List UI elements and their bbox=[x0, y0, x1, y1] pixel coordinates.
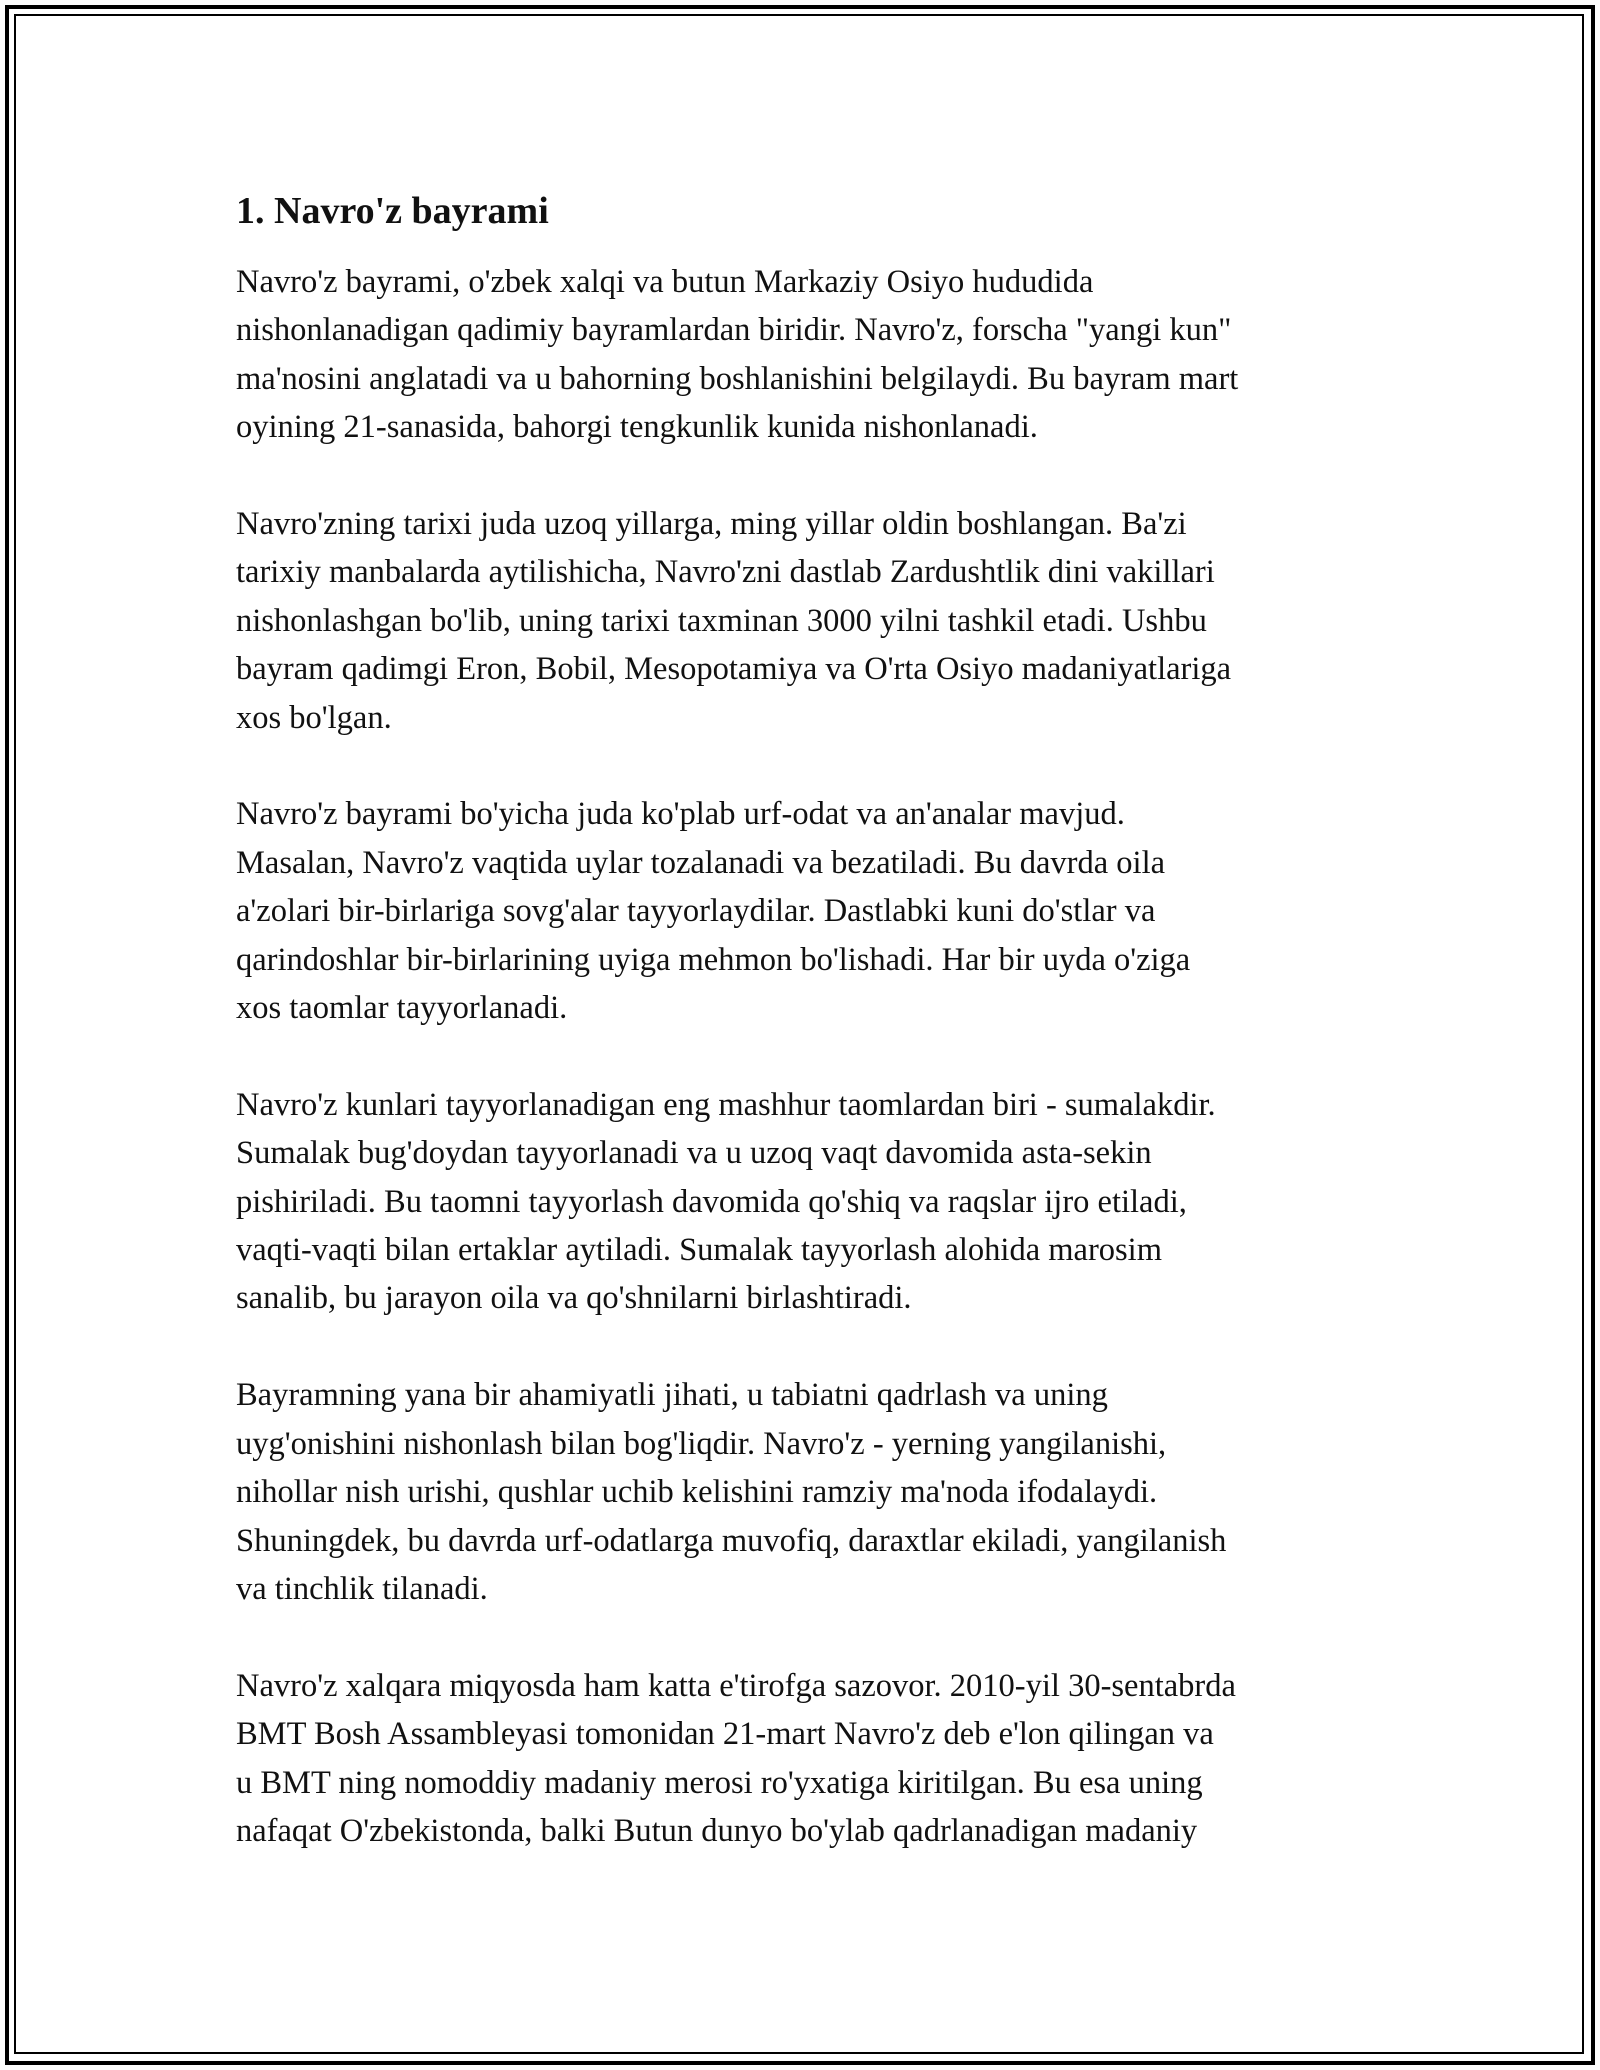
text-line: Navro'z kunlari tayyorlanadigan eng mashhur taomlardan biri - sumalakdir. bbox=[236, 1086, 1216, 1123]
text-line: nishonlanadigan qadimiy bayramlardan biridir. Navro'z, forscha "yangi kun" bbox=[236, 312, 1232, 349]
text-line: uyg'onishini nishonlash bilan bog'liqdir. Navro'z - yerning yangilanishi, bbox=[236, 1425, 1167, 1462]
text-line: oyining 21-sanasida, bahorgi tengkunlik kunida nishonlanadi. bbox=[236, 409, 1038, 446]
document-body bbox=[236, 186, 1376, 1904]
text-line: u BMT ning nomoddiy madaniy merosi ro'yxatiga kiritilgan. Bu esa uning bbox=[236, 1764, 1203, 1801]
text-line: ma'nosini anglatadi va u bahorning boshlanishini belgilaydi. Bu bayram mart bbox=[236, 360, 1239, 397]
text-line: vaqti-vaqti bilan ertaklar aytiladi. Sumalak tayyorlash alohida marosim bbox=[236, 1232, 1162, 1269]
text-line: pishiriladi. Bu taomni tayyorlash davomida qo'shiq va raqslar ijro etiladi, bbox=[236, 1183, 1187, 1220]
paragraph-5 bbox=[236, 1371, 1376, 1613]
text-line: Navro'zning tarixi juda uzoq yillarga, ming yillar oldin boshlangan. Ba'zi bbox=[236, 506, 1187, 543]
text-line: Navro'z xalqara miqyosda ham katta e'tirofga sazovor. 2010-yil 30-sentabrda bbox=[236, 1667, 1236, 1704]
text-line: Navro'z bayrami, o'zbek xalqi va butun Markaziy Osiyo hududida bbox=[236, 264, 1094, 300]
text-line: nishonlashgan bo'lib, uning tarixi taxminan 3000 yilni tashkil etadi. Ushbu bbox=[236, 602, 1207, 639]
text-line: qarindoshlar bir-birlarining uyiga mehmon bo'lishadi. Har bir uyda o'ziga bbox=[236, 941, 1191, 978]
text-line: va tinchlik tilanadi. bbox=[236, 1570, 488, 1607]
text-line: nafaqat O'zbekistonda, balki Butun dunyo bo'ylab qadrlanadigan madaniy bbox=[236, 1812, 1198, 1849]
text-line: Masalan, Navro'z vaqtida uylar tozalanadi va bezatiladi. Bu davrda oila bbox=[236, 844, 1166, 881]
text-line: tarixiy manbalarda aytilishicha, Navro'zni dastlab Zardushtlik dini vakillari bbox=[236, 554, 1215, 591]
paragraph-1 bbox=[236, 258, 1376, 452]
paragraph-3 bbox=[236, 790, 1376, 1032]
text-line: a'zolari bir-birlariga sovg'alar tayyorlaydilar. Dastlabki kuni do'stlar va bbox=[236, 893, 1156, 930]
text-line: BMT Bosh Assambleyasi tomonidan 21-mart Navro'z deb e'lon qilingan va bbox=[236, 1716, 1214, 1753]
text-line: nihollar nish urishi, qushlar uchib kelishini ramziy ma'noda ifodalaydi. bbox=[236, 1474, 1158, 1511]
text-line: Navro'z bayrami bo'yicha juda ko'plab urf-odat va an'analar mavjud. bbox=[236, 796, 1125, 833]
text-line: Shuningdek, bu davrda urf-odatlarga muvofiq, daraxtlar ekiladi, yangilanish bbox=[236, 1522, 1227, 1559]
text-line: sanalib, bu jarayon oila va qo'shnilarni birlashtiradi. bbox=[236, 1280, 912, 1317]
text-line: xos taomlar tayyorlanadi. bbox=[236, 990, 568, 1027]
paragraph-6 bbox=[236, 1662, 1376, 1856]
text-line: bayram qadimgi Eron, Bobil, Mesopotamiya va O'rta Osiyo madaniyatlariga bbox=[236, 651, 1232, 688]
text-line: Sumalak bug'doydan tayyorlanadi va u uzoq vaqt davomida asta-sekin bbox=[236, 1135, 1152, 1172]
text-line: Bayramning yana bir ahamiyatli jihati, u tabiatni qadrlash va uning bbox=[236, 1377, 1108, 1414]
section-heading: 1. Navro'z bayrami bbox=[236, 190, 549, 232]
paragraph-2 bbox=[236, 500, 1376, 742]
text-line: xos bo'lgan. bbox=[236, 699, 392, 736]
paragraph-4 bbox=[236, 1081, 1376, 1323]
